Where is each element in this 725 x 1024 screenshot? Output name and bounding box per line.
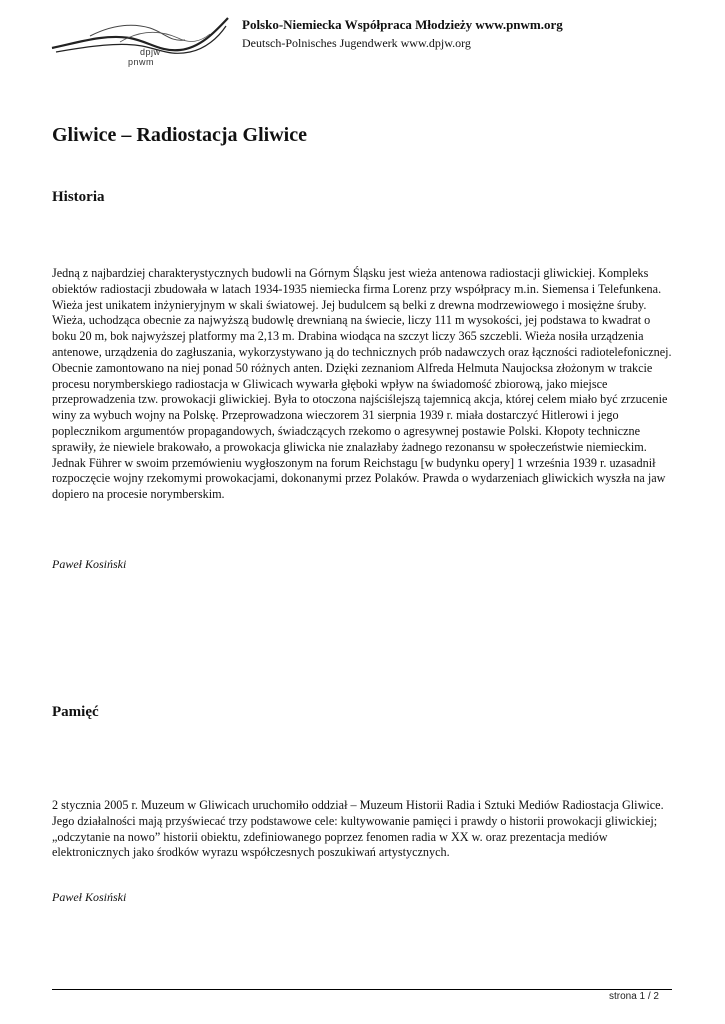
logo-text-pnwm: pnwm — [128, 57, 155, 67]
section-heading-historia: Historia — [52, 189, 105, 205]
section-author-historia: Paweł Kosiński — [52, 557, 127, 571]
page-title: Gliwice – Radiostacja Gliwice — [52, 124, 307, 146]
section-body-historia: Jedną z najbardziej charakterystycznych budowli na Górnym Śląsku jest wieża antenowa radiostacji gliwickiej. Kompleks obiektów radiostacji zbudowała w latach 1934-1935 niemiecka firma Lorenz przy współpracy m.in. Siemensa i Telefunkena. Wieża jest unikatem inżynieryjnym w skali światowej. Jej budulcem są belki z drewna modrzewiowego i mosiężne śruby. Wieża, uchodząca obecnie za najwyższą budowlę drewnianą na świecie, liczy 111 m wysokości, jej podstawa to kwadrat o boku 20 m, bok najwyższej platformy ma 2,13 m. Drabina wiodąca na szczyt liczy 365 szczebli. Wieża nosiła urządzenia antenowe, urządzenia do zagłuszania, wykorzystywano ją do technicznych prób nadawczych oraz łączności radiotelefonicznej. Obecnie zamontowano na niej ponad 50 różnych anten. Dzięki zeznaniom Alfreda Helmuta Naujocksa złożonym w trakcie procesu norymberskiego radiostacja w Gliwicach wywarła głęboki wpływ na świadomość zbiorową, jako miejsce przeprowadzenia tzw. prowokacji gliwickiej. Była to otoczona najściślejszą tajemnicą akcja, której celem miało być zrzucenie winy za wybuch wojny na Polskę. Przeprowadzona wieczorem 31 sierpnia 1939 r. miała dostarczyć Hitlerowi i jego poplecznikom argumentów propagandowych, świadczących rzekomo o agresywnej postawie Polski. Kłopoty techniczne sprawiły, że niewiele brakowało, a prowokacja gliwicka nie znalazłaby żadnego rezonansu w społeczeństwie niemieckim. Jednak Führer w swoim przemówieniu wygłoszonym na forum Reichstagu [w budynku opery] 1 września 1939 r. uzasadnił rozpoczęcie wojny rzekomymi prowokacjami, dokonanymi przez Polaków. Prawda o wydarzeniach gliwickich wyszła na jaw dopiero na procesie norymberskim. — [52, 266, 672, 502]
header-org-line-1: Polsko-Niemiecka Współpraca Młodzieży www.pnwm.org — [242, 17, 563, 32]
section-heading-pamiec: Pamięć — [52, 704, 99, 720]
logo-text-dpjw: dpjw — [140, 47, 161, 57]
header-org-line-2: Deutsch-Polnisches Jugendwerk www.dpjw.org — [242, 36, 471, 50]
section-body-pamiec: 2 stycznia 2005 r. Muzeum w Gliwicach uruchomiło oddział – Muzeum Historii Radia i Sztuki Mediów Radiostacja Gliwice. Jego działalności mają przyświecać trzy podstawowe cele: kultywowanie pamięci i prawdy o historii prowokacji gliwickiej; „odczytanie na nowo” historii obiektu, zdefiniowanego poprzez fenomen radia w XX w. oraz prezentacja mediów elektronicznych jako środków wyrazu współczesnych poszukiwań artystycznych. — [52, 798, 664, 860]
section-author-pamiec: Paweł Kosiński — [52, 890, 127, 904]
footer-divider — [52, 989, 672, 990]
page-number: strona 1 / 2 — [608, 991, 659, 1002]
dpjw-logo — [50, 12, 230, 72]
